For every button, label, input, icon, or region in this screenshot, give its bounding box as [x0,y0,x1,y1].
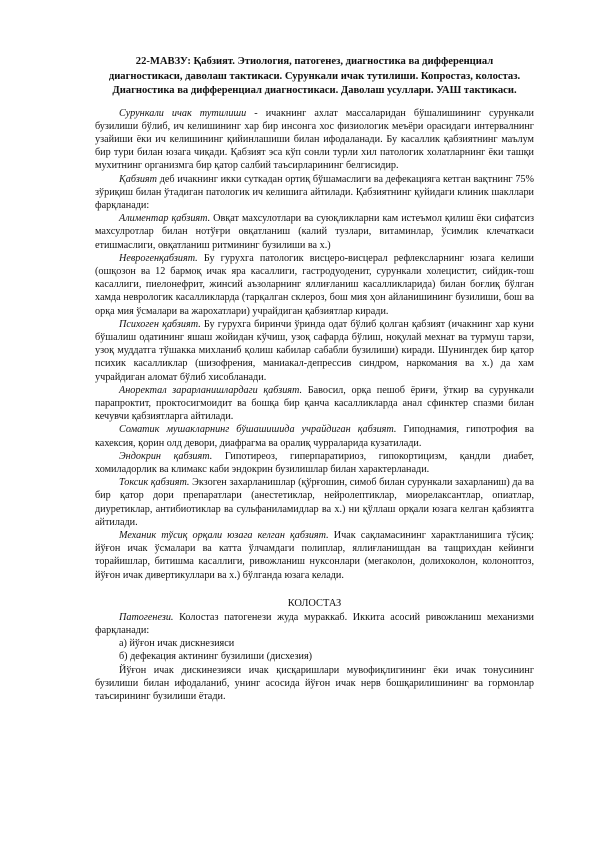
paragraph-lead: Психоген қабзият. [119,318,201,330]
title-line: диагностикаси, даволаш тактикаси. Сурункали ичак тутилиши. Копростаз, колостаз. [108,70,521,82]
title-line: Диагностика ва дифференциал диагностикаси. Даволаш усуллари. УАШ тактикаси. [112,85,517,96]
paragraph [95,476,534,529]
paragraph-text: - ичакнинг ахлат массаларидан бўшалишининг сурункали бузилиши бўлиб, ич келишининг хар бир инсонга хос физиологик меъёри орасидаги интервалнинг узайиши ёки ич келишининг қийинлашиши билан ифодаланади. Бу касаллик қабзиятнинг маълум бир тури билан юзага чиқади. Қабзият эса кўп сонли турли хил патологик холатларнинг ёки ташқи мухитнинг организмга бир қатор салбий таъсирларининг белгисидир. [95,107,534,172]
list-item: б) дефекация актининг бузилиши (дисхезия) [119,651,313,663]
paragraph-lead: Токсик қабзият. [119,477,190,489]
paragraph [95,450,534,476]
document-title [95,55,534,99]
paragraph-lead: Эндокрин қабзият. [119,450,213,462]
paragraph-lead: Алиментар қабзият. [119,213,211,225]
paragraph: Йўғон ичак дискинезияси ичак қисқаришлари мувофиқлигининг ёки ичак тонусининг бузилиши билан ифодаланиб, унинг асосида йўғон ичак нерв бошқарилишининг ва гормонлар таъсирининг бузилиши ётади. [95,664,534,703]
paragraph [95,252,534,318]
paragraph-text: Ичак сақламасининг характланишига тўсиқ: йўғон ичак ўсмалари ва катта ўлчамдаги полиплар, яллиғланишдан ва тащрихдан кейинги торайишлар, битишма касаллиги, ривожланиш нуксонлари (мегаколон, долихоколон, колоноптоз, йўғон ичак дивертикуллари ва х.) бўлганда юзага келади. [95,530,535,581]
paragraph-lead: Аноректал зарарланишлардаги қабзият. [119,384,303,396]
paragraph-lead: Сурункали ичак тутилиши [119,107,247,119]
section-heading: КОЛОСТАЗ [287,597,342,609]
paragraph-lead: Неврогенқабзият. [119,252,198,264]
paragraph-lead: Соматик мушакларнинг бўшашишида учрайдиган қабзият. [119,424,397,436]
paragraph-text: Экзоген захарланишлар (қўрғошин, симоб билан сурункали захарланиш) да ва бир қатор дори препаратлари (анестетиклар, нейролептиклар, миорелаксантлар, опиатлар, диуретиклар, антибиотиклар ва сульфаниламидлар ва х.) ни қўллаш орқали юзага келган қабзиятга айтилади. [95,477,534,528]
paragraph [95,212,534,252]
paragraph [95,529,534,582]
paragraph-text: Бу гурухга патологик висцеро-висцерал рефлексларнинг юзага келиши (ошқозон ва 12 бармоқ ичак яра касаллиги, гастродуоденит, сурункали холецистит, сийдик-тош касаллиги, пиелонефрит, жинсий аъзоларнинг яллиғланиш касалликларида) билан боғлиқ бўлган хамда неврологик касалликларда (тарқалган склероз, бош мия ҳон айланишининг бузилиши, бош ва орқа мия ўсмалари ва жарохатлари) учрайдиган қабзиятлар киради. [95,252,534,317]
list-item: а) йўғон ичак дискнезияси [119,638,235,650]
paragraph-text: Овқат махсулотлари ва суюқликларни кам истеъмол қилиш ёки сифатсиз махсулротлар билан нотўғри овқатланиш (калий тузлари, витаминлар, ўсимлик клечаткаси етишмаслиги, овқатланиш ритмининг бузилиши ва х.) [95,213,535,251]
paragraph-lead: Қабзият [119,173,158,185]
paragraph [95,107,534,173]
body-section [95,107,534,582]
paragraph [95,173,534,213]
paragraph-lead: Патогенези. [119,611,174,623]
paragraph-text: Бавосил, орқа пешоб ёриғи, ўткир ва сурункали парапроктит, проктосигмоидит ва бошқа бир қанча касалликларда анал сфинктер спазми билан кечувчи қабзиятларга айтилади. [95,384,534,423]
paragraph-text: Гиподнамия, гипотрофия ва кахексия, қорин олд девори, диафрагма ва оралиқ чурраларида кузатилади. [95,424,534,449]
paragraph-text: Гипотиреоз, гиперпаратириоз, гипокортицизм, қандли диабет, хомиладорлик ва климакс каби эндокрин бузилишлар билан характерланади. [95,450,534,475]
paragraph-lead: Механик тўсиқ орқали юзага келган қабзият. [119,530,329,541]
paragraph [95,384,534,424]
colostasis-section [95,611,534,703]
paragraph [95,423,534,449]
title-line: 22-МАВЗУ: Қабзият. Этиология, патогенез, диагностика ва дифференциал [135,56,494,67]
paragraph [95,611,534,637]
paragraph [95,318,534,384]
paragraph-text: Колостаз патогенези жуда мураккаб. Иккита асосий ривожланиш механизми фарқланади: [95,611,534,637]
paragraph-text: Бу гурухга биринчи ўринда одат бўлиб қолган қабзият (ичакнинг хар куни бўшалиш одатининг яшаш жойидан кўчиш, узоқ сафарда бўлиш, ноқулай мехнат ва турмуш тарзи, узоқ муддатга тўшакка михланиб қолиш кабилар сабабли бузилиши) киради. Шунингдек бир қатор психик касалликлар (шизофрения, маниакал-депрессив синдром, наркомания ва х.) да хам учрайдиган аломат бўлиб хисобланади. [95,318,534,383]
paragraph-text: деб ичакнинг икки суткадан ортиқ бўшамаслиги ва дефекацияга кетган вақтнинг 75% зўриқиш билан ўтадиган патологик ич келишига айтилади. Қабзиятнинг қуйидаги клиник шакллари фарқланади: [95,173,534,211]
